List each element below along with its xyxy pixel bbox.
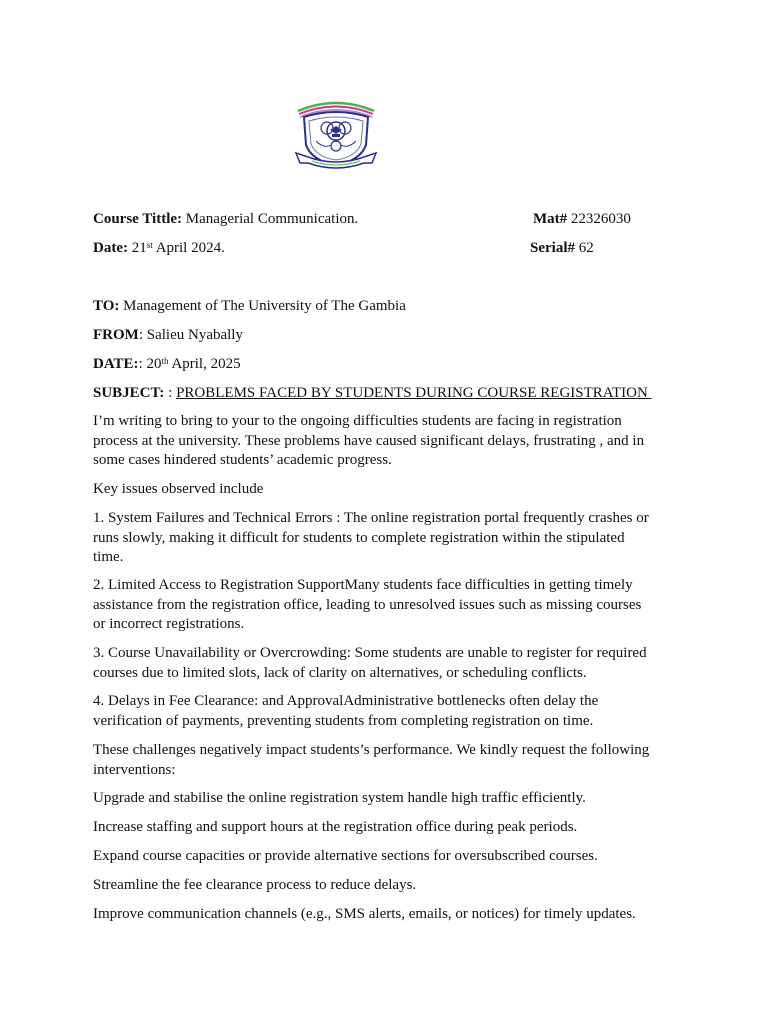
text-line: time. [93,549,124,565]
issue-3-paragraph [93,644,683,683]
memo-to-value: Management of The University of The Gambia [123,298,406,314]
memo-subject-label: SUBJECT: [93,385,165,401]
intervention-2 [93,818,683,838]
text-line: courses due to limited slots, lack of clarity on alternatives, or scheduling conflicts. [93,664,587,681]
text-line: 1. System Failures and Technical Errors : The online registration portal frequently crashes or [93,510,649,526]
university-crest-icon [294,101,378,171]
memo-to-label: TO: [93,298,120,314]
intervention-4 [93,876,683,896]
memo-from-line [93,326,243,344]
text-line: 3. Course Unavailability or Overcrowding: Some students are unable to register for required [93,645,647,661]
text-line: some cases hindered students’ academic progress. [93,452,392,468]
text-line: These challenges negatively impact students’s performance. We kindly request the following [93,742,650,758]
intervention-1 [93,789,683,809]
text-line: 4. Delays in Fee Clearance: and ApprovalAdministrative bottlenecks often delay the [93,693,599,709]
header-date-label: Date: [93,240,128,256]
text-line: interventions: [93,761,176,778]
text-line: Upgrade and stabilise the online registration system handle high traffic efficiently. [93,790,586,806]
issue-4-paragraph [93,692,683,731]
memo-date-sup: th [161,356,169,366]
text-line: process at the university. These problems have caused significant delays, frustrating , and in [93,432,645,449]
mat-label: Mat# [533,211,568,227]
text-line: Key issues observed include [93,481,264,497]
text-line: Expand course capacities or provide alternative sections for oversubscribed courses. [93,848,598,864]
issue-2-paragraph [93,576,683,635]
text-line: runs slowly, making it difficult for students to complete registration within the stipulated [93,529,625,546]
text-line: I’m writing to bring to your to the ongoing difficulties students are facing in registration [93,413,622,429]
memo-from-label: FROM [93,327,139,343]
header-date-line [93,239,225,257]
memo-date-label: DATE: [93,356,139,372]
text-line: Increase staffing and support hours at the registration office during peak periods. [93,819,578,835]
header-date-day: 21 [131,240,147,256]
text-line: 2. Limited Access to Registration SupportMany students face difficulties in getting timely [93,577,633,593]
mat-value: 22326030 [570,211,631,227]
memo-subject-sep: : [164,385,177,401]
key-issues-heading [93,480,683,500]
serial-number [530,239,594,257]
memo-date-prefix: : 20 [138,356,162,372]
memo-subject-value: PROBLEMS FACED BY STUDENTS DURING COURSE REGISTRATION [176,385,652,401]
header-date-sup: st [146,240,153,250]
serial-value: 62 [578,240,594,256]
challenges-paragraph [93,741,683,780]
header-date-rest: April 2024. [155,240,225,256]
memo-to-line [93,297,406,315]
text-line: verification of payments, preventing students from completing registration on time. [93,712,594,729]
memo-subject-line [93,384,652,402]
memo-date-line [93,355,241,373]
memo-date-rest: April, 2025 [171,356,241,372]
mat-number [533,210,631,228]
intervention-3 [93,847,683,867]
text-line: assistance from the registration office, leading to unresolved issues such as missing courses [93,596,642,613]
serial-label: Serial# [530,240,575,256]
course-title-value: Managerial Communication. [185,211,359,227]
intro-paragraph [93,412,683,471]
intervention-5 [93,905,683,925]
text-line: or incorrect registrations. [93,616,245,632]
course-title-line [93,210,358,228]
issue-1-paragraph [93,509,683,568]
memo-from-value: : Salieu Nyabally [138,327,243,343]
course-title-label: Course Tittle: [93,211,183,227]
text-line: Improve communication channels (e.g., SMS alerts, emails, or notices) for timely updates. [93,906,636,922]
text-line: Streamline the fee clearance process to reduce delays. [93,877,417,893]
